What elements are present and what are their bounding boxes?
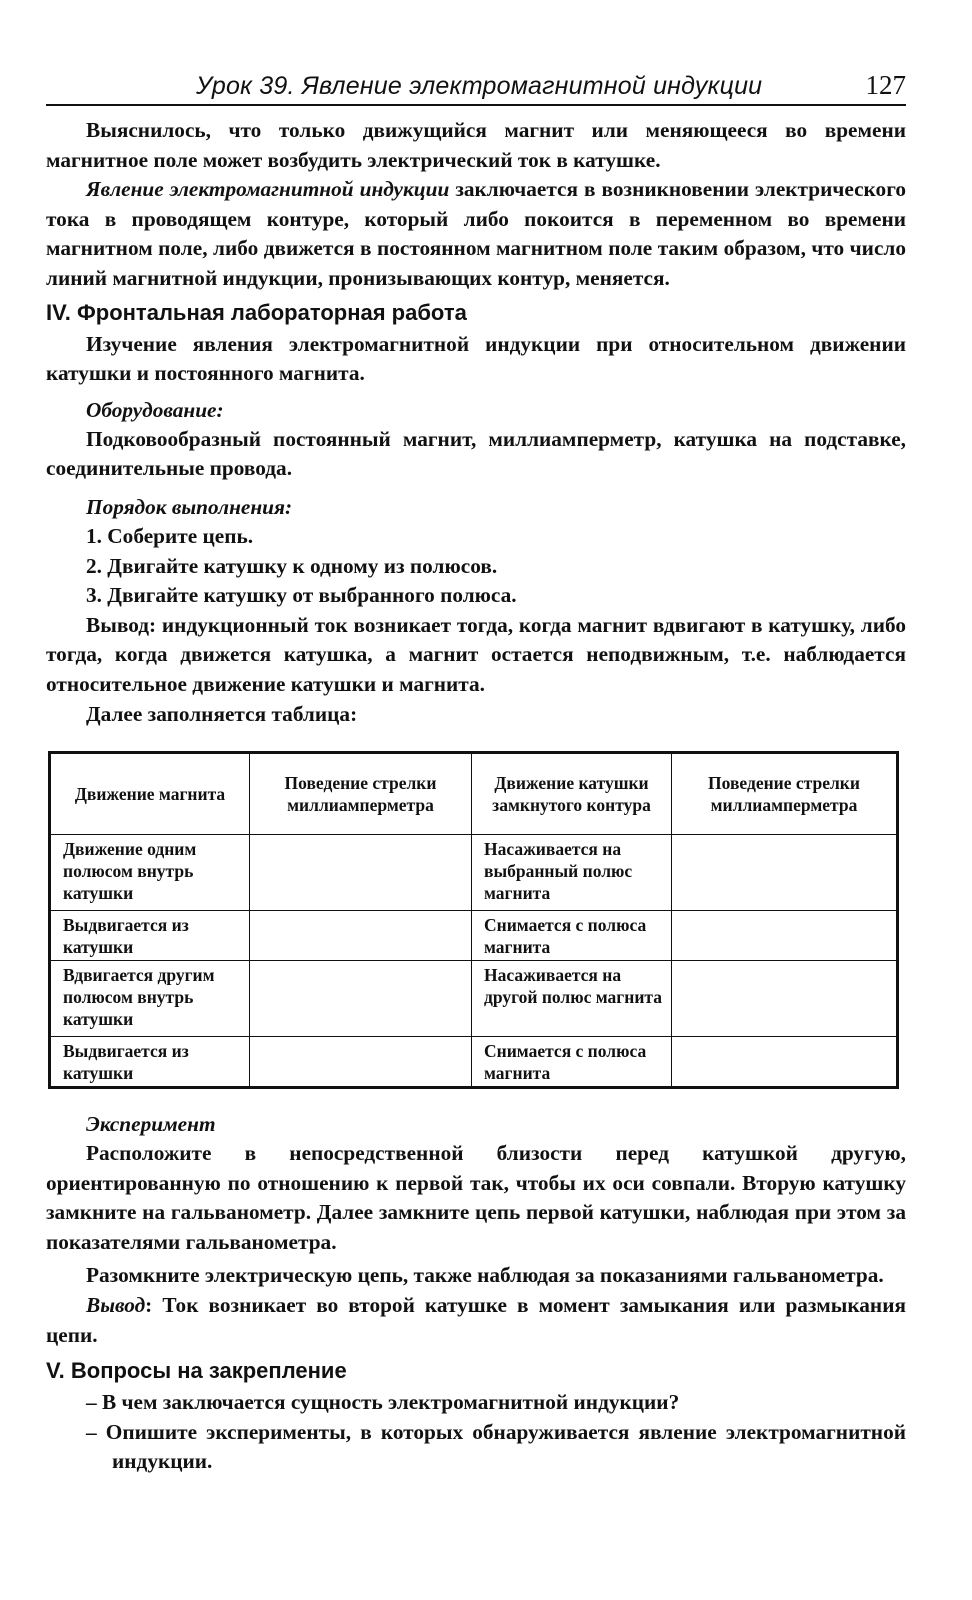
experiment-conclusion xyxy=(46,1291,906,1350)
book-page xyxy=(46,62,906,1477)
table-cell xyxy=(672,1037,898,1088)
page-number: 127 xyxy=(865,70,906,100)
step-item: 1. Соберите цепь. xyxy=(86,523,254,548)
table-cell xyxy=(672,961,898,1037)
question-item: – В чем заключается сущность электромагнитной индукции? xyxy=(86,1390,680,1415)
table-cell xyxy=(250,961,472,1037)
table-intro: Далее заполняется таблица: xyxy=(86,701,358,726)
experiment-paragraph: Разомкните электрическую цепь, также наблюдая за показаниями гальванометра. xyxy=(86,1263,884,1288)
table-cell: Снимается с полюса магнита xyxy=(472,911,672,961)
equipment-text: Подковообразный постоянный магнит, миллиамперметр, катушка на подставке, соединительные провода. xyxy=(46,426,906,481)
equipment-label: Оборудование: xyxy=(86,397,224,422)
lab-conclusion: Вывод: индукционный ток возникает тогда, когда магнит вдвигают в катушку, либо тогда, когда движется катушка, а магнит остается неподвижным, т.е. наблюдается относительное движение катушки и магнита. xyxy=(46,612,906,696)
procedure-label: Порядок выполнения: xyxy=(86,494,293,519)
table-cell: Выдвигается из катушки xyxy=(50,911,250,961)
table-cell: Снимается с полюса магнита xyxy=(472,1037,672,1088)
table-row xyxy=(50,911,898,961)
definition-term: Явление электромагнитной индукции xyxy=(86,177,450,202)
table-header-cell: Поведение стрелки миллиамперметра xyxy=(250,753,472,835)
table-row xyxy=(50,835,898,911)
running-header xyxy=(46,62,906,106)
experiment-label: Эксперимент xyxy=(86,1112,216,1137)
experiment-paragraph: Расположите в непосредственной близости перед катушкой другую, ориентированную по отношению к первой так, чтобы их оси совпали. Вторую катушку замкните на гальванометр. Далее замкните цепь первой катушки, наблюдая при этом за показателями гальванометра. xyxy=(46,1141,906,1254)
step-item: 2. Двигайте катушку к одному из полюсов. xyxy=(86,553,498,578)
table-row xyxy=(50,1037,898,1088)
table-cell xyxy=(672,911,898,961)
table-header-row xyxy=(50,753,898,835)
conclusion-label: Вывод xyxy=(86,1293,146,1318)
table-cell xyxy=(672,835,898,911)
table-cell: Выдвигается из катушки xyxy=(50,1037,250,1088)
lab-task: Изучение явления электромагнитной индукции при относительном движении катушки и постоянного магнита. xyxy=(46,331,906,386)
table-cell xyxy=(250,835,472,911)
table-cell: Движение одним полюсом внутрь катушки xyxy=(50,835,250,911)
results-table xyxy=(48,751,899,1089)
definition-paragraph xyxy=(46,175,906,293)
intro-paragraph: Выяснилось, что только движущийся магнит или меняющееся во времени магнитное поле может возбудить электрический ток в катушке. xyxy=(46,118,906,172)
table-cell: Насаживается на выбранный полюс магнита xyxy=(472,835,672,911)
lesson-title: Урок 39. Явление электромагнитной индукции xyxy=(196,72,763,100)
section-5-heading: V. Вопросы на закрепление xyxy=(46,1358,347,1384)
table-cell: Насаживается на другой полюс магнита xyxy=(472,961,672,1037)
table-row xyxy=(50,961,898,1037)
step-item: 3. Двигайте катушку от выбранного полюса. xyxy=(86,583,517,608)
table-cell: Вдвигается другим полюсом внутрь катушки xyxy=(50,961,250,1037)
table-cell xyxy=(250,911,472,961)
section-4-heading: IV. Фронтальная лабораторная работа xyxy=(46,299,467,325)
conclusion-text: : Ток возникает во второй катушке в момент замыкания или размыкания цепи. xyxy=(46,1293,906,1347)
definition-text: заключается в возникновении электрического тока в проводящем контуре, который либо покоится в переменном во времени магнитном поле, либо движется в постоянном магнитном поле таким образом, что число линий магнитной индукции, пронизывающих контур, меняется. xyxy=(46,177,906,290)
table-header-cell: Поведение стрелки миллиамперметра xyxy=(672,753,898,835)
table-header-cell: Движение катушки замкнутого контура xyxy=(472,753,672,835)
table-header-cell: Движение магнита xyxy=(50,753,250,835)
table-cell xyxy=(250,1037,472,1088)
question-item: – Опишите эксперименты, в которых обнаруживается явление электромагнитной индукции. xyxy=(86,1419,906,1474)
